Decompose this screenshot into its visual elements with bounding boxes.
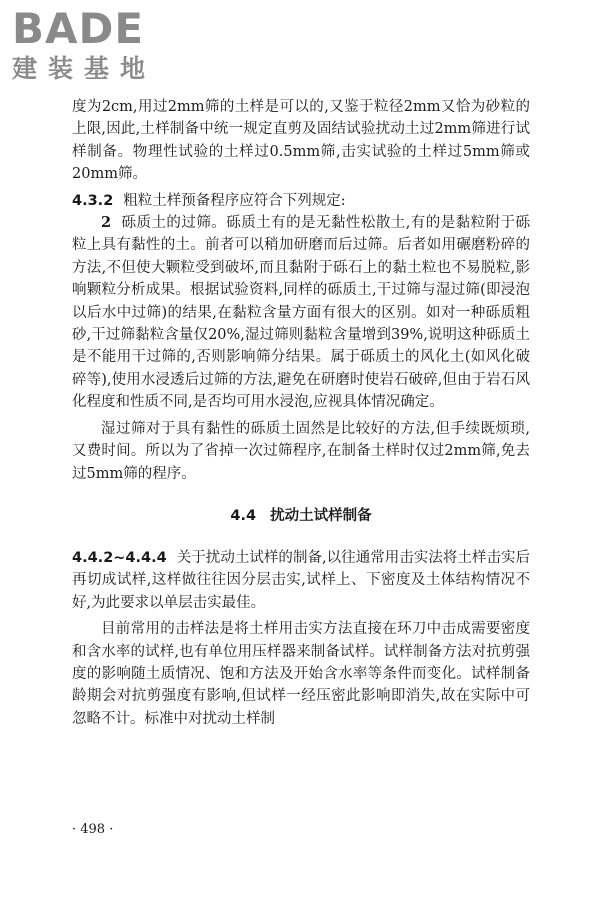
clause-text: 关于扰动土试样的制备,以往通常用击实法将土样击实后再切成试样,这样做往往因分层击实,试样上、下密度及土体结构情况不好,为此要求以单层击实最佳。: [72, 549, 530, 611]
section-title: 扰动土试样制备: [270, 507, 372, 524]
clause-number: 4.3.2: [72, 192, 114, 209]
clause-4-3-2: [72, 190, 530, 212]
item-2: [72, 212, 530, 414]
paragraph-wet-sieving: 湿过筛对于具有黏性的砾质土固然是比较好的方法,但手续既烦琐,又费时间。所以为了省掉一次过筛程序,在制备土样时仅过2mm筛,免去过5mm筛的程序。: [72, 420, 530, 482]
paragraph-sample-methods: 目前常用的击样法是将土样用击实方法直接在环刀中击成需要密度和含水率的试样,也有单位用压样器来制备试样。试样制备方法对抗剪强度的影响随土质情况、饱和方法及开始含水率等条件而变化。试样制备龄期会对抗剪强度有影响,但试样一经压密此影响即消失,故在实际中可忽略不计。标准中对扰动土样制: [72, 621, 530, 727]
item-text: 砾质土的过筛。砾质土有的是无黏性松散土,有的是黏粒附于砾粒上具有黏性的土。前者可以稍加研磨而后过筛。后者如用碾磨粉碎的方法,不但使大颗粒受到破坏,而且黏附于砾石上的黏土粒也不易脱粒,影响颗粒分析成果。根据试验资料,同样的砾质土,干过筛与湿过筛(即浸泡以后水中过筛)的结果,在黏粒含量方面有很大的区别。如对一种砾质粗砂,干过筛黏粒含量仅20%,湿过筛则黏粒含量增到39%,说明这种砾质土是不能用干过筛的,否则影响筛分结果。属于砾质土的风化土(如风化破碎等),使用水浸透后过筛的方法,避免在研磨时使岩石破碎,但由于岩石风化程度和性质不同,是否均可用水浸泡,应视具体情况确定。: [72, 215, 530, 411]
clause-4-4-2-4-4-4: [72, 547, 530, 614]
bade-logo: [12, 6, 182, 84]
page-number: · 498 ·: [72, 822, 114, 837]
clause-text: 粗粒土样预备程序应符合下列规定:: [123, 192, 346, 209]
paragraph-continued: 度为2cm,用过2mm筛的土样是可以的,又鉴于粒径2mm又恰为砂粒的上限,因此,土样制备中统一规定直剪及固结试验扰动土过2mm筛进行试样制备。物理性试验的土样过0.5mm筛,击实试验的土样过5mm筛或20mm筛。: [72, 99, 530, 183]
section-heading-4-4: [72, 505, 530, 527]
document-body: [72, 96, 530, 730]
clause-number: 4.4.2~4.4.4: [72, 549, 167, 566]
logo-title: BADE: [12, 4, 145, 53]
item-number: 2: [101, 214, 112, 232]
logo-subtitle: 建装基地: [12, 54, 157, 83]
section-number: 4.4: [230, 507, 257, 524]
